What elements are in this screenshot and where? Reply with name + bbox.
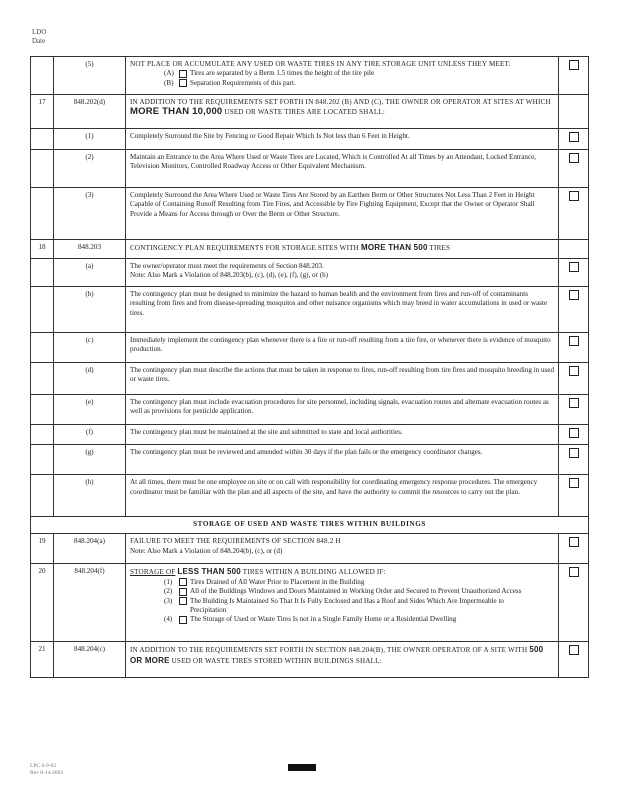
row-text: The contingency plan must be reviewed and amended within 30 days if the plan fails or the emergency coordinator changes.	[126, 445, 559, 475]
row-code: 848.203	[54, 240, 126, 259]
row-text: NOT PLACE OR ACCUMULATE ANY USED OR WASTE TIRES IN ANY TIRE STORAGE UNIT UNLESS THEY MEET: (A) Tires are separated by a Berm 1.5 times the height of the tire pile (B) Separation Requirements of this part.	[126, 57, 559, 95]
footer-line-1: LPC 6-9-02	[30, 763, 57, 769]
row-text: The contingency plan must include evacuation procedures for site personnel, including signals, evacuation routes and alternate evacuation routes as well as provisions for pesticide application.	[126, 395, 559, 425]
header-line-1: LDO	[32, 28, 47, 36]
row-text: The contingency plan must be designed to minimize the hazard to human health and the environment from fires and run-off of contaminants resulting from fires and from disease-spreading mosquitos and other nuisance organisms which may breed in water accumulations in used or waste tires.	[126, 287, 559, 333]
violation-checkbox[interactable]	[569, 60, 579, 70]
sub-checkbox[interactable]	[179, 597, 187, 605]
table-row	[31, 395, 589, 425]
table-row	[31, 363, 589, 395]
page-header	[32, 28, 46, 46]
violation-checkbox[interactable]	[569, 428, 579, 438]
row-text: At all times, there must be one employee on site or on call with responsibility for coordinating emergency response procedures. The emergency coordinator must be familiar with the plan and all aspects of the site, and have the authority to commit the resources to carry out the plan.	[126, 475, 559, 517]
violation-checkbox[interactable]	[569, 537, 579, 547]
row-code: 848.202(d)	[54, 95, 126, 129]
section-heading-row	[31, 517, 589, 534]
inspection-checklist-table	[30, 56, 589, 678]
table-row	[31, 642, 589, 678]
section-title: STORAGE OF USED AND WASTE TIRES WITHIN BUILDINGS	[31, 517, 589, 534]
violation-checkbox[interactable]	[569, 262, 579, 272]
sub-checkbox[interactable]	[179, 578, 187, 586]
violation-checkbox[interactable]	[569, 132, 579, 142]
footer-line-2: Rev 8-14-2003	[30, 770, 64, 776]
row-code: (1)	[54, 129, 126, 150]
violation-checkbox[interactable]	[569, 478, 579, 488]
row-number: 19	[31, 534, 54, 564]
row-text: The owner/operator must meet the requirements of Section 848.203. Note: Also Mark a Violation of 848.203(b), (c), (d), (e), (f), (g), or (h)	[126, 259, 559, 287]
violation-checkbox[interactable]	[569, 567, 579, 577]
row-text: Maintain an Entrance to the Area Where Used or Waste Tires are Located, Which is Controlled At all Times by an Attendant, Locked Entrance, Television Monitors, Controlled Roadway Access or Other Equivalent Mechanism.	[126, 150, 559, 188]
table-row	[31, 259, 589, 287]
row-code: 848.204(c)	[54, 642, 126, 678]
violation-checkbox[interactable]	[569, 336, 579, 346]
row-code: (3)	[54, 188, 126, 240]
table-row	[31, 333, 589, 363]
row-code: (2)	[54, 150, 126, 188]
table-row	[31, 425, 589, 445]
row-code: (g)	[54, 445, 126, 475]
row-code: 848.204(f)	[54, 564, 126, 642]
table-row	[31, 287, 589, 333]
row-text: IN ADDITION TO THE REQUIREMENTS SET FORTH IN 848.202 (B) AND (C), THE OWNER OR OPERATOR AT SITES AT WHICH MORE THAN 10,000 USED OR WASTE TIRES ARE LOCATED SHALL:	[126, 95, 559, 129]
row-text: STORAGE OF LESS THAN 500 TIRES WITHIN A BUILDING ALLOWED IF: (1) Tires Drained of All Water Prior to Placement in the Building (2) All of the Buildings Windows and Doors Maintained in Working Order and Secured to Prevent Unauthorized Access (3) The Building Is Maintained So That It Is Fully Enclosed and Has a Roof and Sides Which Are Impermeable to Precipitation (4) The Storage of Used or Waste Tires Is not in a Single Family Home or a Residential Dwelling	[126, 564, 559, 642]
header-line-2: Date	[32, 37, 46, 45]
row-code: (a)	[54, 259, 126, 287]
row-text: IN ADDITION TO THE REQUIREMENTS SET FORTH IN SECTION 848.204(B), THE OWNER OPERATOR OF A SITE WITH 500 OR MORE USED OR WASTE TIRES STORED WITHIN BUILDINGS SHALL:	[126, 642, 559, 678]
row-code: (e)	[54, 395, 126, 425]
row-code: (b)	[54, 287, 126, 333]
table-row	[31, 240, 589, 259]
violation-checkbox[interactable]	[569, 290, 579, 300]
row-text: CONTINGENCY PLAN REQUIREMENTS FOR STORAGE SITES WITH MORE THAN 500 TIRES	[126, 240, 559, 259]
violation-checkbox[interactable]	[569, 398, 579, 408]
row-text: FAILURE TO MEET THE REQUIREMENTS OF SECTION 848.2 H Note: Also Mark a Violation of 848.204(b), (c), or (d)	[126, 534, 559, 564]
sub-checkbox[interactable]	[179, 616, 187, 624]
violation-checkbox[interactable]	[569, 366, 579, 376]
row-code: 848.204(a)	[54, 534, 126, 564]
row-number: 21	[31, 642, 54, 678]
table-row	[31, 150, 589, 188]
row-text: The contingency plan must describe the actions that must be taken in response to fires, run-off resulting from tire fires and mosquito breeding in used or waste tires.	[126, 363, 559, 395]
table-row	[31, 564, 589, 642]
page-marker	[288, 764, 316, 771]
sub-checkbox[interactable]	[179, 70, 187, 78]
table-row	[31, 188, 589, 240]
table-row	[31, 129, 589, 150]
row-code: (c)	[54, 333, 126, 363]
violation-checkbox[interactable]	[569, 153, 579, 163]
row-text: Completely Surround the Area Where Used or Waste Tires Are Stored by an Earthen Berm or Other Structures Not Less Than 2 Feet in Height Capable of Containing Runoff Resulting from Tire Fires, and Accessible by Fire Fighting Equipment, Except that the Owner or Operator Shall Provide a Means for Access through or Over the Berm or Other Structure.	[126, 188, 559, 240]
row-code: (d)	[54, 363, 126, 395]
table-row	[31, 475, 589, 517]
table-row	[31, 534, 589, 564]
page-footer	[30, 763, 63, 777]
row-code: (f)	[54, 425, 126, 445]
sub-checkbox[interactable]	[179, 588, 187, 596]
row-number: 18	[31, 240, 54, 259]
row-text: Immediately implement the contingency plan whenever there is a fire or run-off resulting from a tire fire, or whenever there is evidence of mosquito production.	[126, 333, 559, 363]
row-text: Completely Surround the Site by Fencing or Good Repair Which Is Not less than 6 Feet in Height.	[126, 129, 559, 150]
sub-checkbox[interactable]	[179, 79, 187, 87]
violation-checkbox[interactable]	[569, 645, 579, 655]
table-row	[31, 445, 589, 475]
table-row	[31, 95, 589, 129]
row-code: (h)	[54, 475, 126, 517]
row-code: (5)	[54, 57, 126, 95]
row-number: 17	[31, 95, 54, 129]
table-row	[31, 57, 589, 95]
violation-checkbox[interactable]	[569, 448, 579, 458]
row-number: 20	[31, 564, 54, 642]
row-text: The contingency plan must be maintained at the site and submitted to state and local authorities.	[126, 425, 559, 445]
violation-checkbox[interactable]	[569, 191, 579, 201]
